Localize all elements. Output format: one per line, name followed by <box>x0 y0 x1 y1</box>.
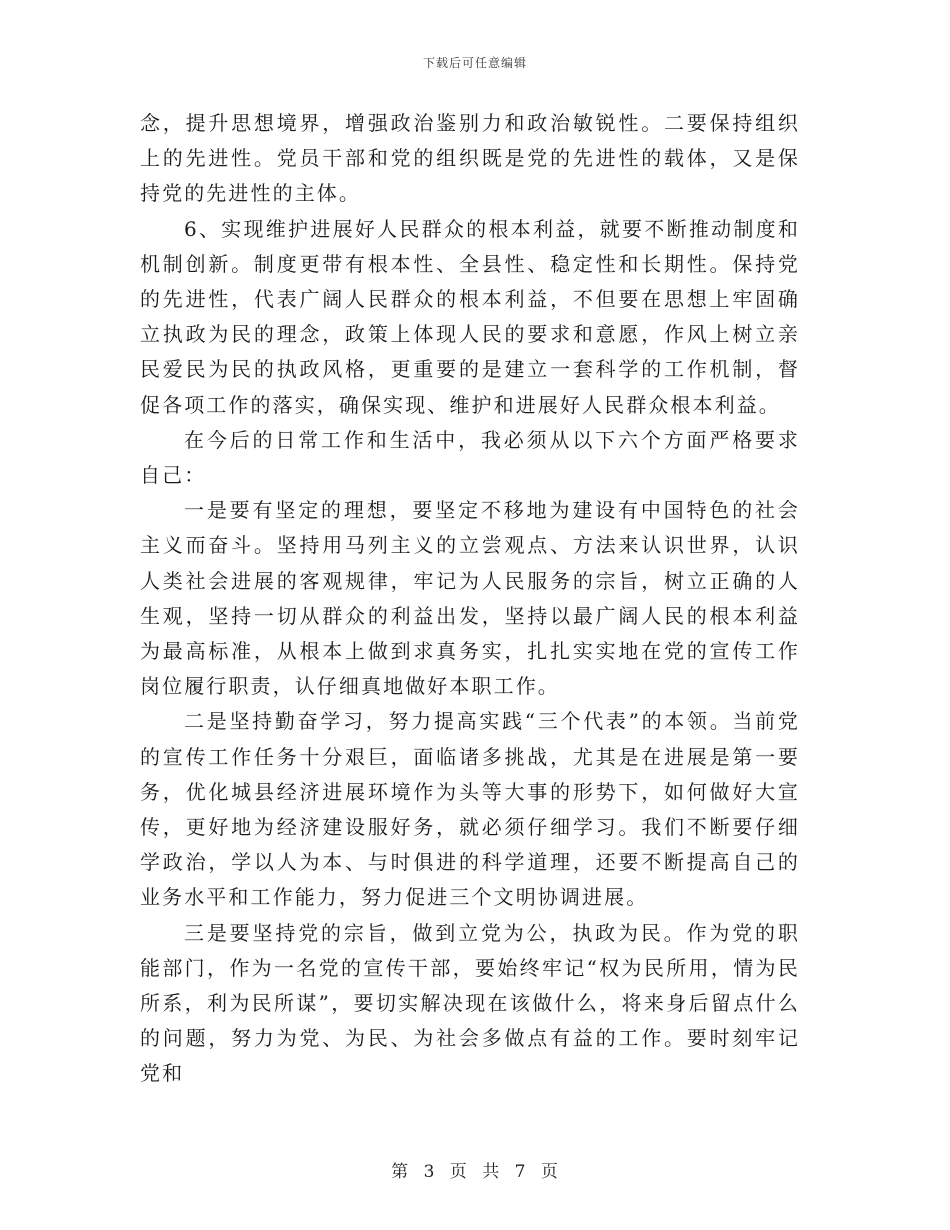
paragraph-aspect-three: 三是要坚持党的宗旨，做到立党为公，执政为民。作为党的职能部门，作为一名党的宣传干部，要始终牢记“权为民所用，情为民所系，利为民所谋”，要切实解决现在该做什么，将来身后留点什么的问题，努力为党、为民、为社会多做点有益的工作。要时刻牢记党和 <box>140 920 800 1086</box>
paragraph-aspect-two: 二是坚持勤奋学习，努力提高实践“三个代表”的本领。当前党的宣传工作任务十分艰巨，面临诸多挑战，尤其是在进展是第一要务，优化城县经济进展环境作为头等大事的形势下，如何做好大宣传，更好地为经济建设服好务，就必须仔细学习。我们不断要仔细学政治，学以人为本、与时俱进的科学道理，还要不断提高自己的业务水平和工作能力，努力促进三个文明协调进展。 <box>140 709 800 910</box>
page-footer: 第 3 页 共 7 页 <box>391 1162 559 1182</box>
paragraph-intro-six-aspects: 在今后的日常工作和生活中，我必须从以下六个方面严格要求自己： <box>140 427 800 488</box>
page-header: 下载后可任意编辑 <box>422 56 527 70</box>
paragraph-continuation: 念，提升思想境界，增强政治鉴别力和政治敏锐性。二要保持组织上的先进性。党员干部和党的组织既是党的先进性的载体，又是保持党的先进性的主体。 <box>140 111 800 206</box>
document-body <box>140 106 800 1092</box>
paragraph-aspect-one: 一是要有坚定的理想，要坚定不移地为建设有中国特色的社会主义而奋斗。坚持用马列主义的立尝观点、方法来认识世界，认识人类社会进展的客观规律，牢记为人民服务的宗旨，树立正确的人生观，坚持一切从群众的利益出发，坚持以最广阔人民的根本利益为最高标准，从根本上做到求真务实，扎扎实实地在党的宣传工作岗位履行职责，认仔细真地做好本职工作。 <box>140 498 800 699</box>
paragraph-item-6: 6、实现维护进展好人民群众的根本利益，就要不断推动制度和机制创新。制度更带有根本性、全县性、稳定性和长期性。保持党的先进性，代表广阔人民群众的根本利益，不但要在思想上牢固确立执政为民的理念，政策上体现人民的要求和意愿，作风上树立亲民爱民为民的执政风格，更重要的是建立一套科学的工作机制，督促各项工作的落实，确保实现、维护和进展好人民群众根本利益。 <box>140 216 800 417</box>
